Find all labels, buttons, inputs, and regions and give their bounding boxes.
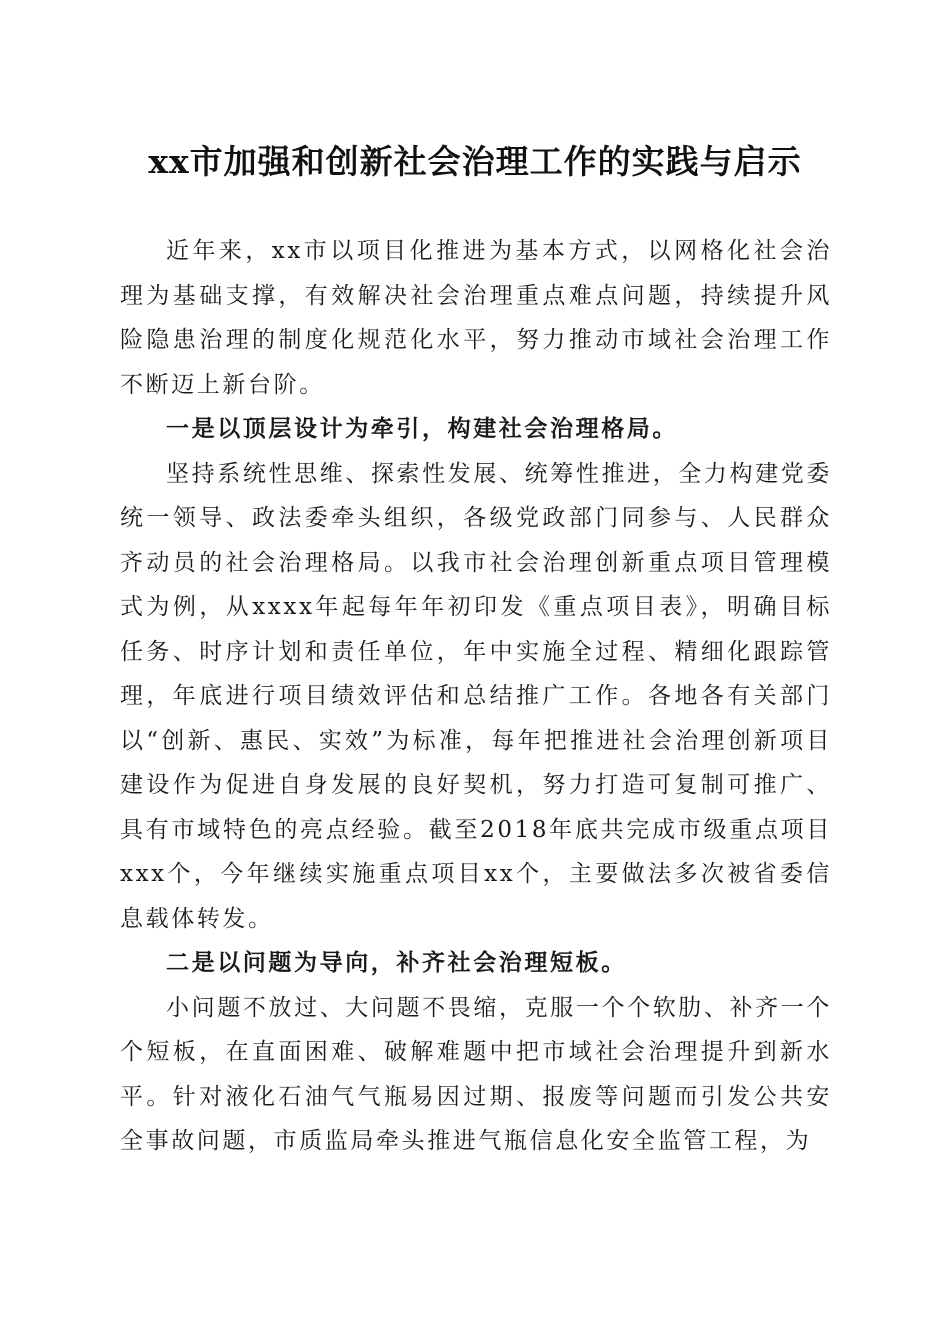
section-2-paragraph: 小问题不放过、大问题不畏缩，克服一个个软肋、补齐一个个短板，在直面困难、破解难题中把市域社会治理提升到新水平。针对液化石油气气瓶易因过期、报废等问题而引发公共安全事故问题，市质监局牵头推进气瓶信息化安全监管工程，为 [120, 994, 832, 1154]
document-title: xx市加强和创新社会治理工作的实践与启示 [148, 142, 802, 181]
section-1-paragraph: 坚持系统性思维、探索性发展、统筹性推进，全力构建党委统一领导、政法委牵头组织，各级党政部门同参与、人民群众齐动员的社会治理格局。以我市社会治理创新重点项目管理模式为例，从xxxx年起每年年初印发《重点项目表》，明确目标任务、时序计划和责任单位，年中实施全过程、精细化跟踪管理，年底进行项目绩效评估和总结推广工作。各地各有关部门以“创新、惠民、实效”为标准，每年把推进社会治理创新项目建设作为促进自身发展的良好契机，努力打造可复制可推广、具有市域特色的亮点经验。截至2018年底共完成市级重点项目xxx个，今年继续实施重点项目xx个，主要做法多次被省委信息载体转发。 [120, 460, 832, 932]
intro-paragraph: 近年来，xx市以项目化推进为基本方式，以网格化社会治理为基础支撑，有效解决社会治理重点难点问题，持续提升风险隐患治理的制度化规范化水平，努力推动市域社会治理工作不断迈上新台阶。 [120, 238, 832, 398]
section-heading-1: 一是以顶层设计为牵引，构建社会治理格局。 [166, 415, 678, 442]
section-heading-2: 二是以问题为导向，补齐社会治理短板。 [166, 949, 627, 976]
document-body [120, 229, 832, 1164]
